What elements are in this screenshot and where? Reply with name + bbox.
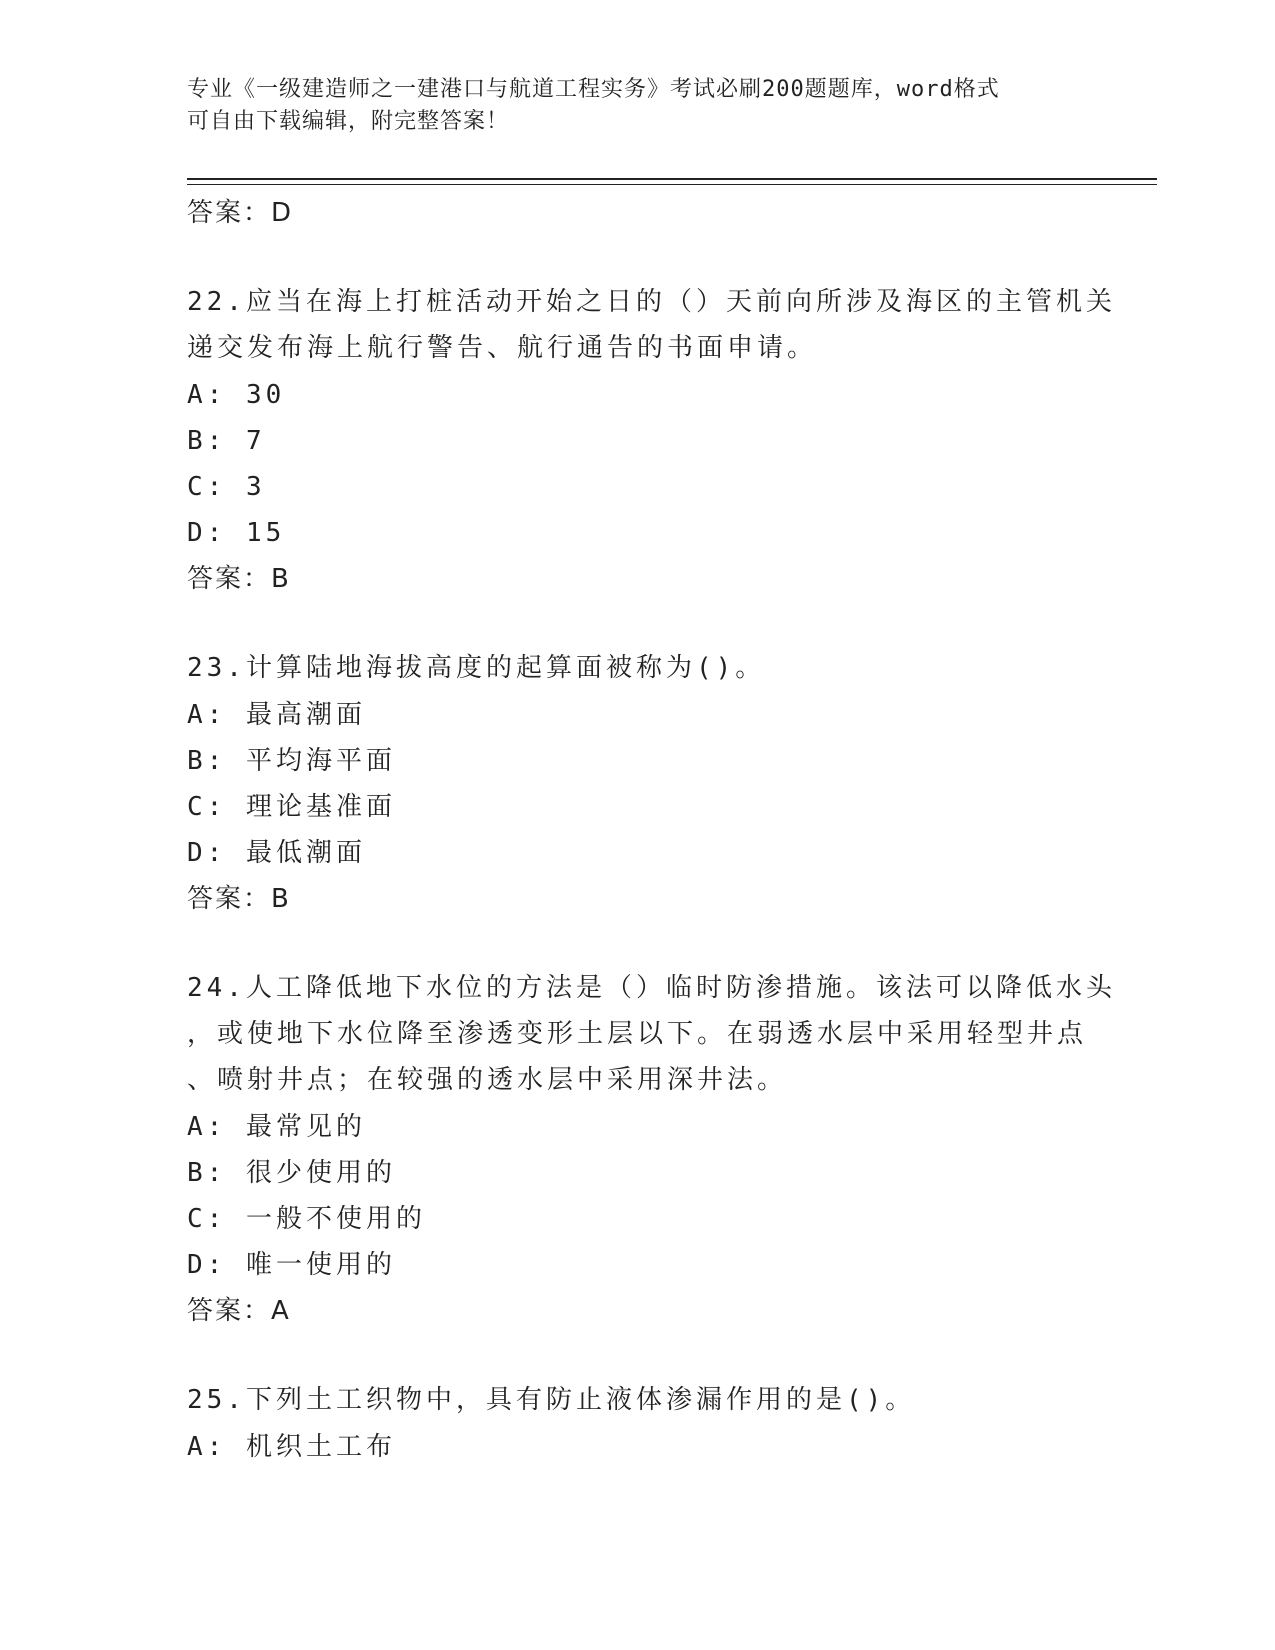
- option-c: C: 一般不使用的: [187, 1204, 426, 1234]
- question-22: [187, 280, 1116, 602]
- option-d: D: 唯一使用的: [187, 1250, 396, 1280]
- header-line-2: 可自由下载编辑，附完整答案！: [187, 109, 510, 134]
- option-d: D: 最低潮面: [187, 838, 366, 868]
- spacer: [187, 1334, 1087, 1378]
- spacer: [187, 922, 1087, 966]
- header-divider-thin: [187, 184, 1157, 185]
- option-a: A: 机织土工布: [187, 1432, 396, 1462]
- document-header: [187, 74, 1067, 138]
- answer-line: 答案：A: [187, 1296, 291, 1326]
- option-c: C: 3: [187, 472, 266, 502]
- answer-line: 答案：B: [187, 884, 291, 914]
- question-text: 22.应当在海上打桩活动开始之日的（）天前向所涉及海区的主管机关: [187, 287, 1116, 317]
- option-c: C: 理论基准面: [187, 792, 396, 822]
- spacer: [187, 236, 1087, 280]
- option-a: A: 30: [187, 380, 286, 410]
- question-list: [187, 190, 1116, 1470]
- option-a: A: 最高潮面: [187, 700, 366, 730]
- spacer: [187, 602, 1087, 646]
- question-text: 24.人工降低地下水位的方法是（）临时防渗措施。该法可以降低水头: [187, 973, 1116, 1003]
- option-b: B: 很少使用的: [187, 1158, 396, 1188]
- question-23: [187, 646, 1087, 922]
- answer-line: 答案：D: [187, 198, 294, 228]
- option-d: D: 15: [187, 518, 286, 548]
- answer-line: 答案：B: [187, 564, 291, 594]
- option-a: A: 最常见的: [187, 1112, 366, 1142]
- header-line-1: 专业《一级建造师之一建港口与航道工程实务》考试必刷200题题库，word格式: [187, 77, 1000, 102]
- question-25: [187, 1378, 1087, 1470]
- question-text: 递交发布海上航行警告、航行通告的书面申请。: [187, 333, 818, 363]
- question-24: [187, 966, 1116, 1334]
- header-divider-thick: [187, 178, 1157, 180]
- option-b: B: 7: [187, 426, 266, 456]
- question-text: 25.下列土工织物中，具有防止液体渗漏作用的是()。: [187, 1385, 916, 1415]
- option-b: B: 平均海平面: [187, 746, 396, 776]
- question-text: 23.计算陆地海拔高度的起算面被称为()。: [187, 653, 766, 683]
- question-text: 、喷射井点；在较强的透水层中采用深井法。: [187, 1065, 788, 1095]
- question-text: ，或使地下水位降至渗透变形土层以下。在弱透水层中采用轻型井点: [187, 1019, 1088, 1049]
